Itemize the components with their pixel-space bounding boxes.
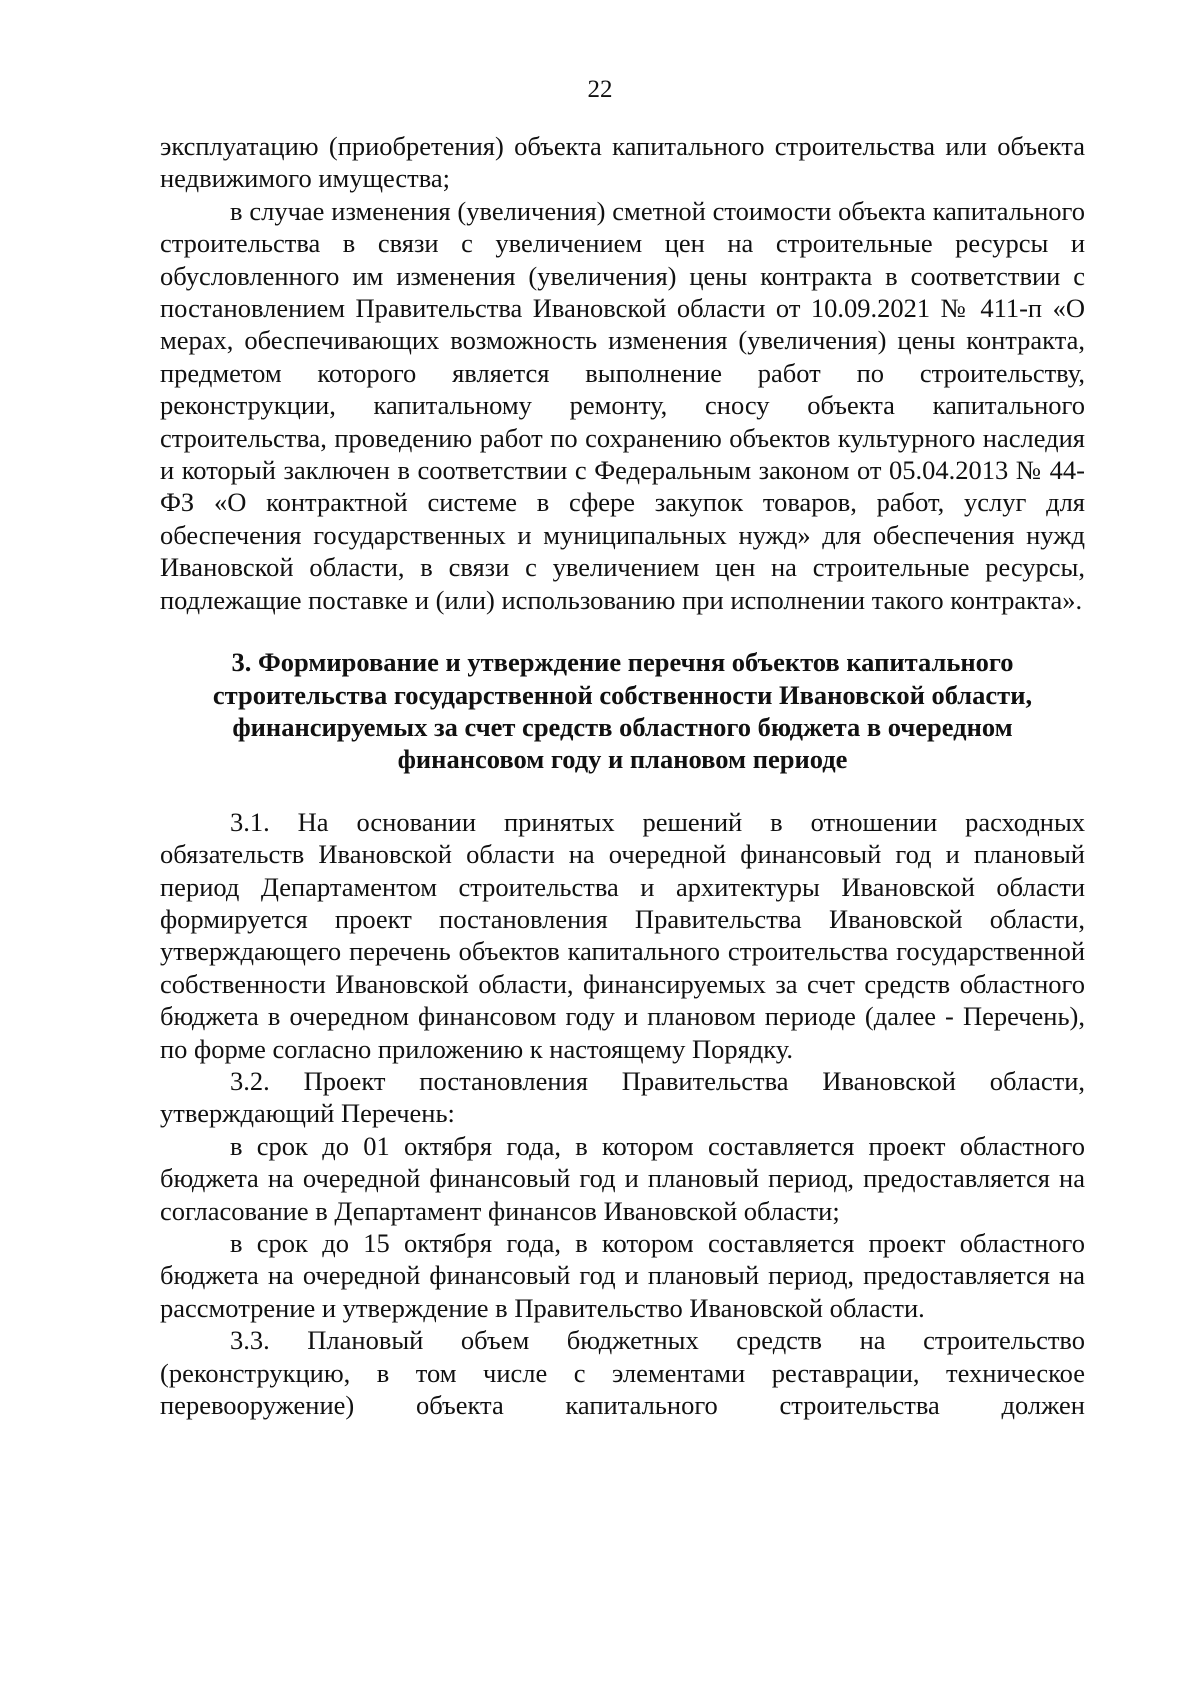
- section-heading-line: строительства государственной собственности Ивановской области,: [212, 679, 1033, 710]
- page-number: 22: [587, 76, 613, 103]
- paragraph: эксплуатацию (приобретения) объекта капитального строительства или объекта недвижимого имущества;: [160, 131, 1085, 194]
- section-heading: [160, 646, 1085, 776]
- section-heading-line: финансовом году и плановом периоде: [397, 744, 848, 775]
- paragraph-3-2: 3.2. Проект постановления Правительства Ивановской области, утверждающий Перечень:: [160, 1065, 1085, 1129]
- paragraph: в срок до 15 октября года, в котором составляется проект областного бюджета на очередной финансовый год и плановый период, предоставляется на рассмотрение и утверждение в Правительство Ивановской области.: [160, 1228, 1085, 1323]
- paragraph-3-1: 3.1. На основании принятых решений в отношении расходных обязательств Ивановской области на очередной финансовый год и плановый период Департаментом строительства и архитектуры Ивановской области формируется проект постановления Правительства Ивановской области, утверждающего перечень объектов капитального строительства государственной собственности Ивановской области, финансируемых за счет средств областного бюджета в очередном финансовом году и плановом периоде (далее - Перечень), по форме согласно приложению к настоящему Порядку.: [160, 806, 1085, 1064]
- paragraph: в срок до 01 октября года, в котором составляется проект областного бюджета на очередной финансовый год и плановый период, предоставляется на согласование в Департамент финансов Ивановской области;: [160, 1130, 1085, 1226]
- paragraph-3-3: 3.3. Плановый объем бюджетных средств на строительство (реконструкцию, в том числе с элементами реставрации, техническое перевооружение) объекта капитального строительства должен: [160, 1325, 1085, 1421]
- document-body: [160, 130, 1085, 1421]
- section-heading-line: финансируемых за счет средств областного бюджета в очередном: [232, 711, 1013, 742]
- paragraph: в случае изменения (увеличения) сметной стоимости объекта капитального строительства в связи с увеличением цен на строительные ресурсы и обусловленного им изменения (увеличения) цены контракта в соответствии с постановлением Правительства Ивановской области от 10.09.2021 № 411-п «О мерах, обеспечивающих возможность изменения (увеличения) цены контракта, предметом которого является выполнение работ по строительству, реконструкции, капитальному ремонту, сносу объекта капитального строительства, проведению работ по сохранению объектов культурного наследия и который заключен в соответствии с Федеральным законом от 05.04.2013 № 44-ФЗ «О контрактной системе в сфере закупок товаров, работ, услуг для обеспечения государственных и муниципальных нужд» для обеспечения нужд Ивановской области, в связи с увеличением цен на строительные ресурсы, подлежащие поставке и (или) использованию при исполнении такого контракта».: [160, 195, 1085, 615]
- section-heading-line: 3. Формирование и утверждение перечня объектов капитального: [231, 647, 1014, 678]
